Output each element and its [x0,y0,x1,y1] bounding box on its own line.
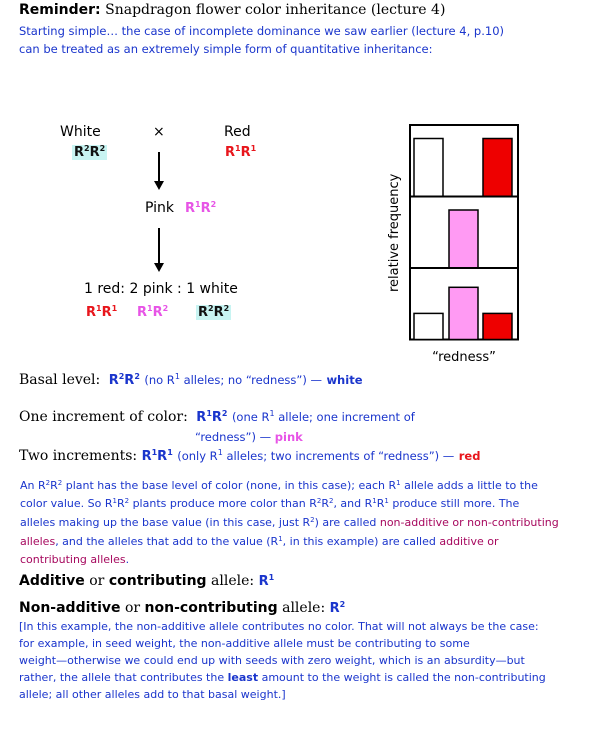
explanation-line-1 [20,477,538,494]
allele-superscript: 1 [96,304,102,313]
allele-letter: R [141,449,152,464]
explanation-line-5 [20,551,129,568]
two-increments-row [19,448,480,464]
explanation-text: produce still more. The [392,497,520,510]
allele-superscript: 1 [235,144,241,153]
explanation-text: R [376,497,385,510]
explanation-text: An R [20,479,46,492]
two-increments-note [177,449,454,463]
note-text: alleles; no “redness”) — [183,373,322,387]
explanation-text: ) are called [314,516,377,529]
allele-superscript: 2 [134,372,140,381]
note-text: (one R [231,410,270,424]
one-increment-row [19,409,415,425]
allele-letter: R [137,305,148,320]
allele-letter: R [258,574,269,589]
allele-superscript: 1 [268,573,275,582]
allele-superscript: 2 [210,200,217,209]
explanation-superscript: 2 [316,497,322,505]
f2-ratio-text: 1 red: 2 pink : 1 white [84,281,238,297]
explanation-line-3 [20,514,559,531]
explanation-text: . [125,553,130,566]
two-increments-label: Two increments: [19,448,138,464]
one-increment-genotype [196,410,227,425]
note-text: allele; one increment of [278,410,415,424]
allele-superscript: 2 [84,144,90,153]
note-superscript: 1 [217,448,223,458]
explanation-superscript: 2 [328,497,334,505]
explanation-text: , and R [333,497,373,510]
allele-superscript: 1 [111,304,118,313]
pink-f1-genotype [185,201,216,216]
offspring-genotype-red [86,305,117,320]
explanation-superscript: 2 [45,479,51,487]
histogram-bar-pink [449,287,478,339]
explanation-text: plant has the base level of color (none, in this case); each R [65,479,397,492]
additive-allele [259,574,275,589]
bracket-note-line-1: [In this example, the non-additive allele contributes no color. That will not always be the case: [19,620,539,633]
explanation-text: color value. So R [20,497,113,510]
allele-superscript: 1 [195,200,201,209]
note-text: alleles; two increments of “redness”) — [226,449,455,463]
reminder-text: Snapdragon flower color inheritance (lecture 4) [105,2,446,18]
white-parent-label: White [60,124,101,140]
allele-superscript: 2 [221,409,228,418]
non-additive-term: alleles [20,535,56,548]
explanation-superscript: 1 [372,497,377,505]
histogram-bar-white [414,139,443,197]
additive-term: contributing alleles [20,553,126,566]
offspring-genotype-white [196,305,231,320]
explanation-text: allele adds a little to the [404,479,538,492]
allele-superscript: 1 [250,144,257,153]
arrow-down-2 [158,228,160,264]
note-text: amount to the weight is called the non-contributing [261,671,546,684]
explanation-text: R [116,497,125,510]
additive-term: additive or [439,535,499,548]
allele-superscript: 1 [167,448,173,457]
noncontributing-term-bold: non-contributing [144,600,278,616]
two-increments-color-word: red [458,449,481,463]
allele-letter: R [240,145,251,160]
allele-superscript: 1 [206,409,212,418]
nonadditive-term-bold: Non-additive [19,600,121,616]
allele-superscript: 2 [208,304,214,313]
cross-symbol: × [153,124,165,140]
allele-letter: R [225,145,236,160]
allele-superscript: 2 [223,304,230,313]
explanation-line-2 [20,495,519,512]
least-bold: least [227,671,259,684]
explanation-superscript: 2 [124,497,130,505]
allele-superscript: 1 [147,304,153,313]
allele-superscript: 1 [151,448,158,457]
histogram-panel-1 [410,125,518,197]
arrow-down-1 [158,152,160,182]
bracket-note-line-3: weight—otherwise we could end up with seeds with zero weight, which is an absurdity—but [19,654,525,667]
basal-genotype [109,373,140,388]
histogram-y-label: relative frequency [387,173,402,292]
explanation-superscript: 2 [57,479,63,487]
explanation-text: R [50,479,58,492]
nonadditive-definition [19,600,345,616]
explanation-text: , in this example) are called [282,535,436,548]
histogram-panel-3 [410,268,518,340]
allele-superscript: 2 [339,600,346,609]
allele-letter: R [211,410,222,425]
allele-superscript: 2 [99,144,106,153]
one-increment-label: One increment of color: [19,409,188,425]
note-text: (no R [144,373,175,387]
histogram-bar-red [483,139,512,197]
white-parent-genotype [72,145,107,160]
or-word: or [124,600,141,616]
explanation-superscript: 1 [396,479,401,487]
allele-letter: R [86,305,97,320]
one-increment-note [232,410,415,424]
arrow-head-1 [154,181,164,190]
offspring-genotype-pink [137,305,168,320]
additive-term-bold: Additive [19,573,85,589]
pink-f1-label: Pink [145,200,175,216]
allele-superscript: 2 [162,304,169,313]
histogram-panel-2 [410,197,518,269]
allele-superscript: 2 [118,372,125,381]
additive-definition [19,573,274,589]
basal-level-label: Basal level: [19,372,101,388]
allele-letter: R [198,305,209,320]
allele-letter: R [124,373,135,388]
allele-letter: R [152,305,163,320]
allele-letter: R [200,201,211,216]
contributing-term-bold: contributing [108,573,207,589]
explanation-superscript: 2 [310,516,315,524]
note-text: rather, the allele that contributes the [19,671,225,684]
allele-letter: R [329,601,340,616]
basal-note [144,373,322,387]
explanation-superscript: 1 [384,497,389,505]
reminder-label: Reminder: [19,2,101,18]
allele-letter: R [196,410,207,425]
note-text: (only R [177,449,218,463]
allele-label: allele: [211,573,255,589]
or-word: or [89,573,105,589]
red-parent-label: Red [224,124,251,140]
explanation-superscript: 1 [112,497,117,505]
allele-label: allele: [282,600,326,616]
one-increment-color-word: pink [274,430,303,444]
nonadditive-allele [330,601,346,616]
bracket-note-line-2: for example, in seed weight, the non-additive allele must be contributing to some [19,637,470,650]
bracket-note-line-4 [19,671,546,684]
red-parent-genotype [225,145,256,160]
bracket-note-line-5: allele; all other alleles add to that basal weight.] [19,688,286,701]
explanation-text: R [321,497,329,510]
allele-letter: R [89,145,100,160]
basal-level-row [19,372,363,388]
non-additive-term: non-additive or non-contributing [379,516,559,529]
one-increment-row-2 [195,430,303,444]
histogram-bar-pink [449,210,478,268]
explanation-text: alleles making up the base value (in this case, just R [20,516,311,529]
explanation-superscript: 1 [278,535,283,543]
allele-letter: R [213,305,224,320]
one-increment-note-2: “redness”) — [195,430,272,444]
arrow-head-2 [154,263,164,272]
intro-line-2: can be treated as an extremely simple form of quantitative inheritance: [19,42,433,56]
two-increments-genotype [142,449,173,464]
explanation-text: , and the alleles that add to the value (R [55,535,279,548]
basal-color-word: white [326,373,363,387]
allele-letter: R [108,373,119,388]
explanation-line-4 [20,533,499,550]
explanation-text: plants produce more color than R [132,497,317,510]
note-superscript: 1 [269,409,275,419]
allele-letter: R [74,145,85,160]
header-line [19,2,445,18]
intro-line-1: Starting simple… the case of incomplete dominance we saw earlier (lecture 4, p.10) [19,24,504,38]
note-superscript: 1 [174,372,180,382]
histogram-x-label: “redness” [432,350,496,365]
allele-letter: R [101,305,112,320]
histogram-bar-white [414,313,443,339]
histogram-bar-red [483,313,512,339]
allele-letter: R [157,449,168,464]
allele-letter: R [185,201,196,216]
